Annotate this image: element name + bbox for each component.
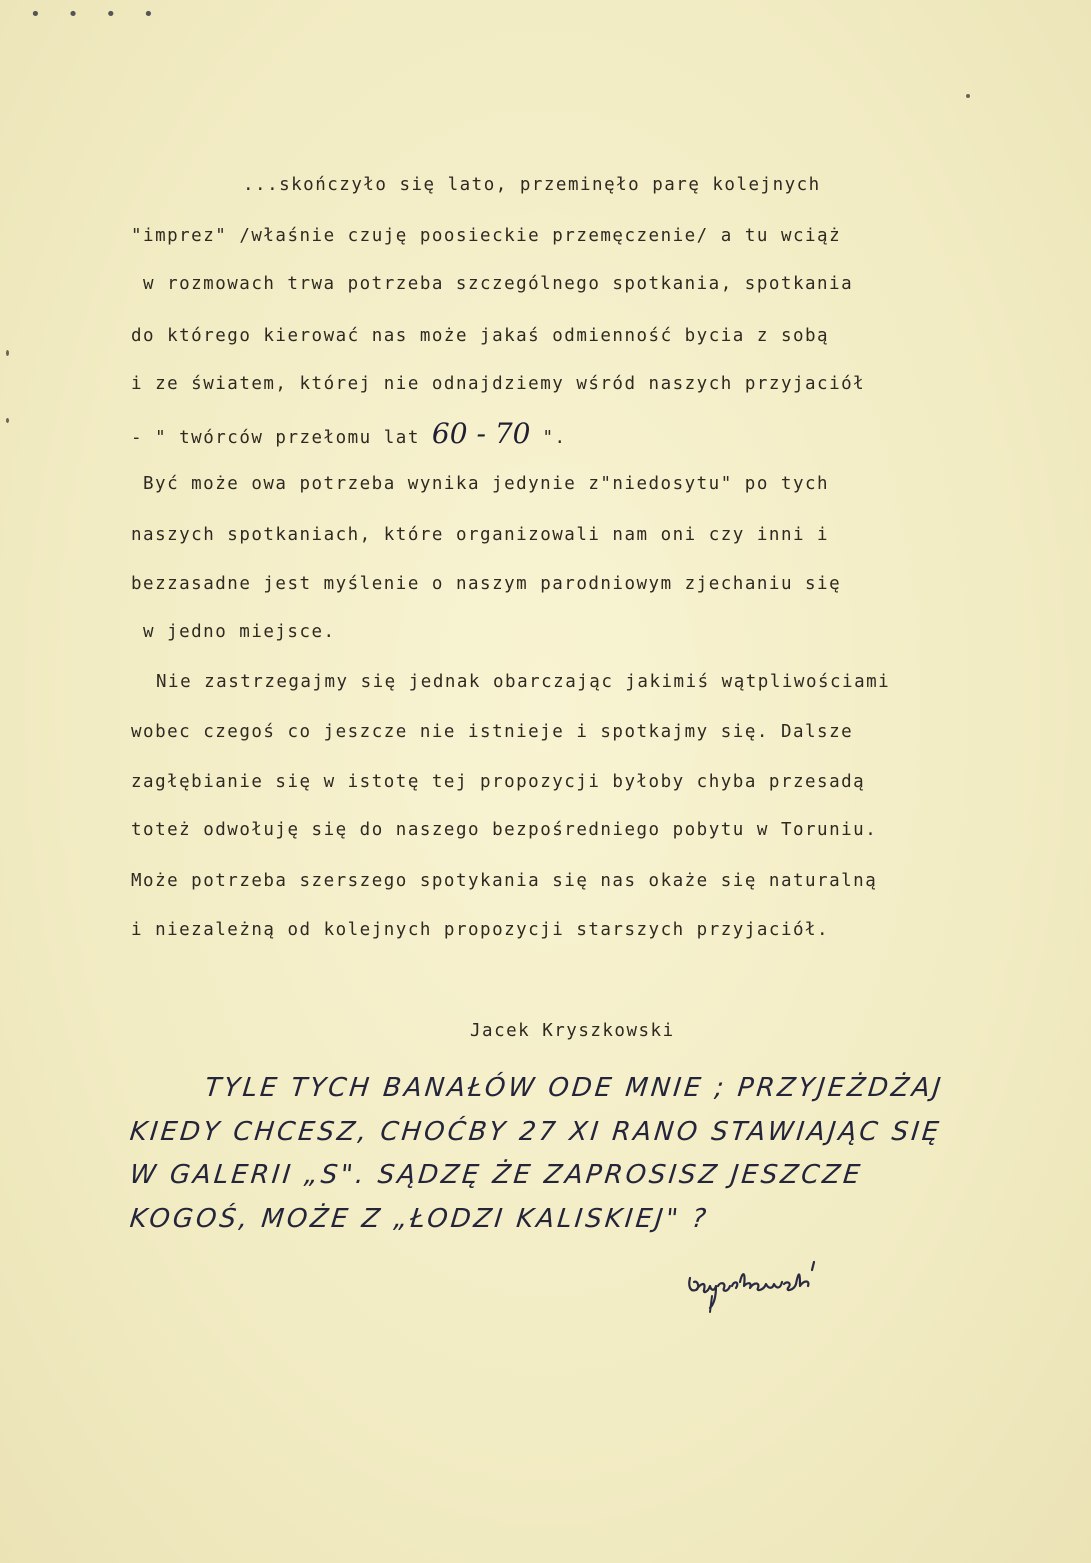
- handwritten-note-line: KOGOŚ, MOŻE Z „ŁODZI KALISKIEJ" ?: [128, 1204, 711, 1234]
- paper-speck: [966, 94, 970, 98]
- body-line: ...skończyło się lato, przeminęło parę kolejnych: [243, 175, 821, 195]
- body-line: "imprez" /właśnie czuję poosieckie przemęczenie/ a tu wciąż: [131, 226, 842, 246]
- body-line: wobec czegoś co jeszcze nie istnieje i spotkajmy się. Dalsze: [131, 722, 854, 742]
- body-line: zagłębianie się w istotę tej propozycji byłoby chyba przesadą: [131, 772, 866, 792]
- body-line: naszych spotkaniach, które organizowali nam oni czy inni i: [131, 525, 830, 545]
- body-line: i ze światem, której nie odnajdziemy wśród naszych przyjaciół: [131, 374, 866, 394]
- handwritten-note-line: W GALERII „S". SĄDZĘ ŻE ZAPROSISZ JESZCZE: [128, 1160, 865, 1190]
- body-line: do którego kierować nas może jakaś odmienność bycia z sobą: [131, 326, 830, 346]
- typed-signature: Jacek Kryszkowski: [470, 1021, 675, 1041]
- body-line: w rozmowach trwa potrzeba szczególnego spotkania, spotkania: [143, 274, 854, 294]
- body-line: Może potrzeba szerszego spotykania się nas okaże się naturalną: [131, 871, 878, 891]
- handwritten-insert: 60 - 70: [431, 417, 531, 450]
- paper-speck: [6, 350, 9, 356]
- body-line: Nie zastrzegajmy się jednak obarczając jakimiś wątpliwościami: [156, 672, 891, 692]
- body-line: toteż odwołuję się do naszego bezpośredniego pobytu w Toruniu.: [131, 820, 878, 840]
- handwritten-signature: [684, 1252, 884, 1326]
- body-line: i niezależną od kolejnych propozycji starszych przyjaciół.: [131, 920, 830, 940]
- paper-speck: [6, 418, 9, 423]
- body-line: Być może owa potrzeba wynika jedynie z"niedosytu" po tych: [143, 474, 830, 494]
- body-line-end: ".: [542, 428, 567, 448]
- handwritten-note-line: TYLE TYCH BANAŁÓW ODE MNIE ; PRZYJEŻDŻAJ: [203, 1073, 945, 1103]
- corner-marks: • • • •: [30, 4, 162, 25]
- body-line-text: - " twórców przełomu lat: [131, 428, 420, 448]
- signature-scribble: [684, 1252, 884, 1322]
- body-line: w jedno miejsce.: [143, 622, 336, 642]
- handwritten-note-line: KIEDY CHCESZ, CHOĆBY 27 XI RANO STAWIAJĄC SIĘ: [128, 1117, 943, 1147]
- body-line: bezzasadne jest myślenie o naszym parodniowym zjechaniu się: [131, 574, 842, 594]
- body-line-with-insert: [131, 417, 567, 450]
